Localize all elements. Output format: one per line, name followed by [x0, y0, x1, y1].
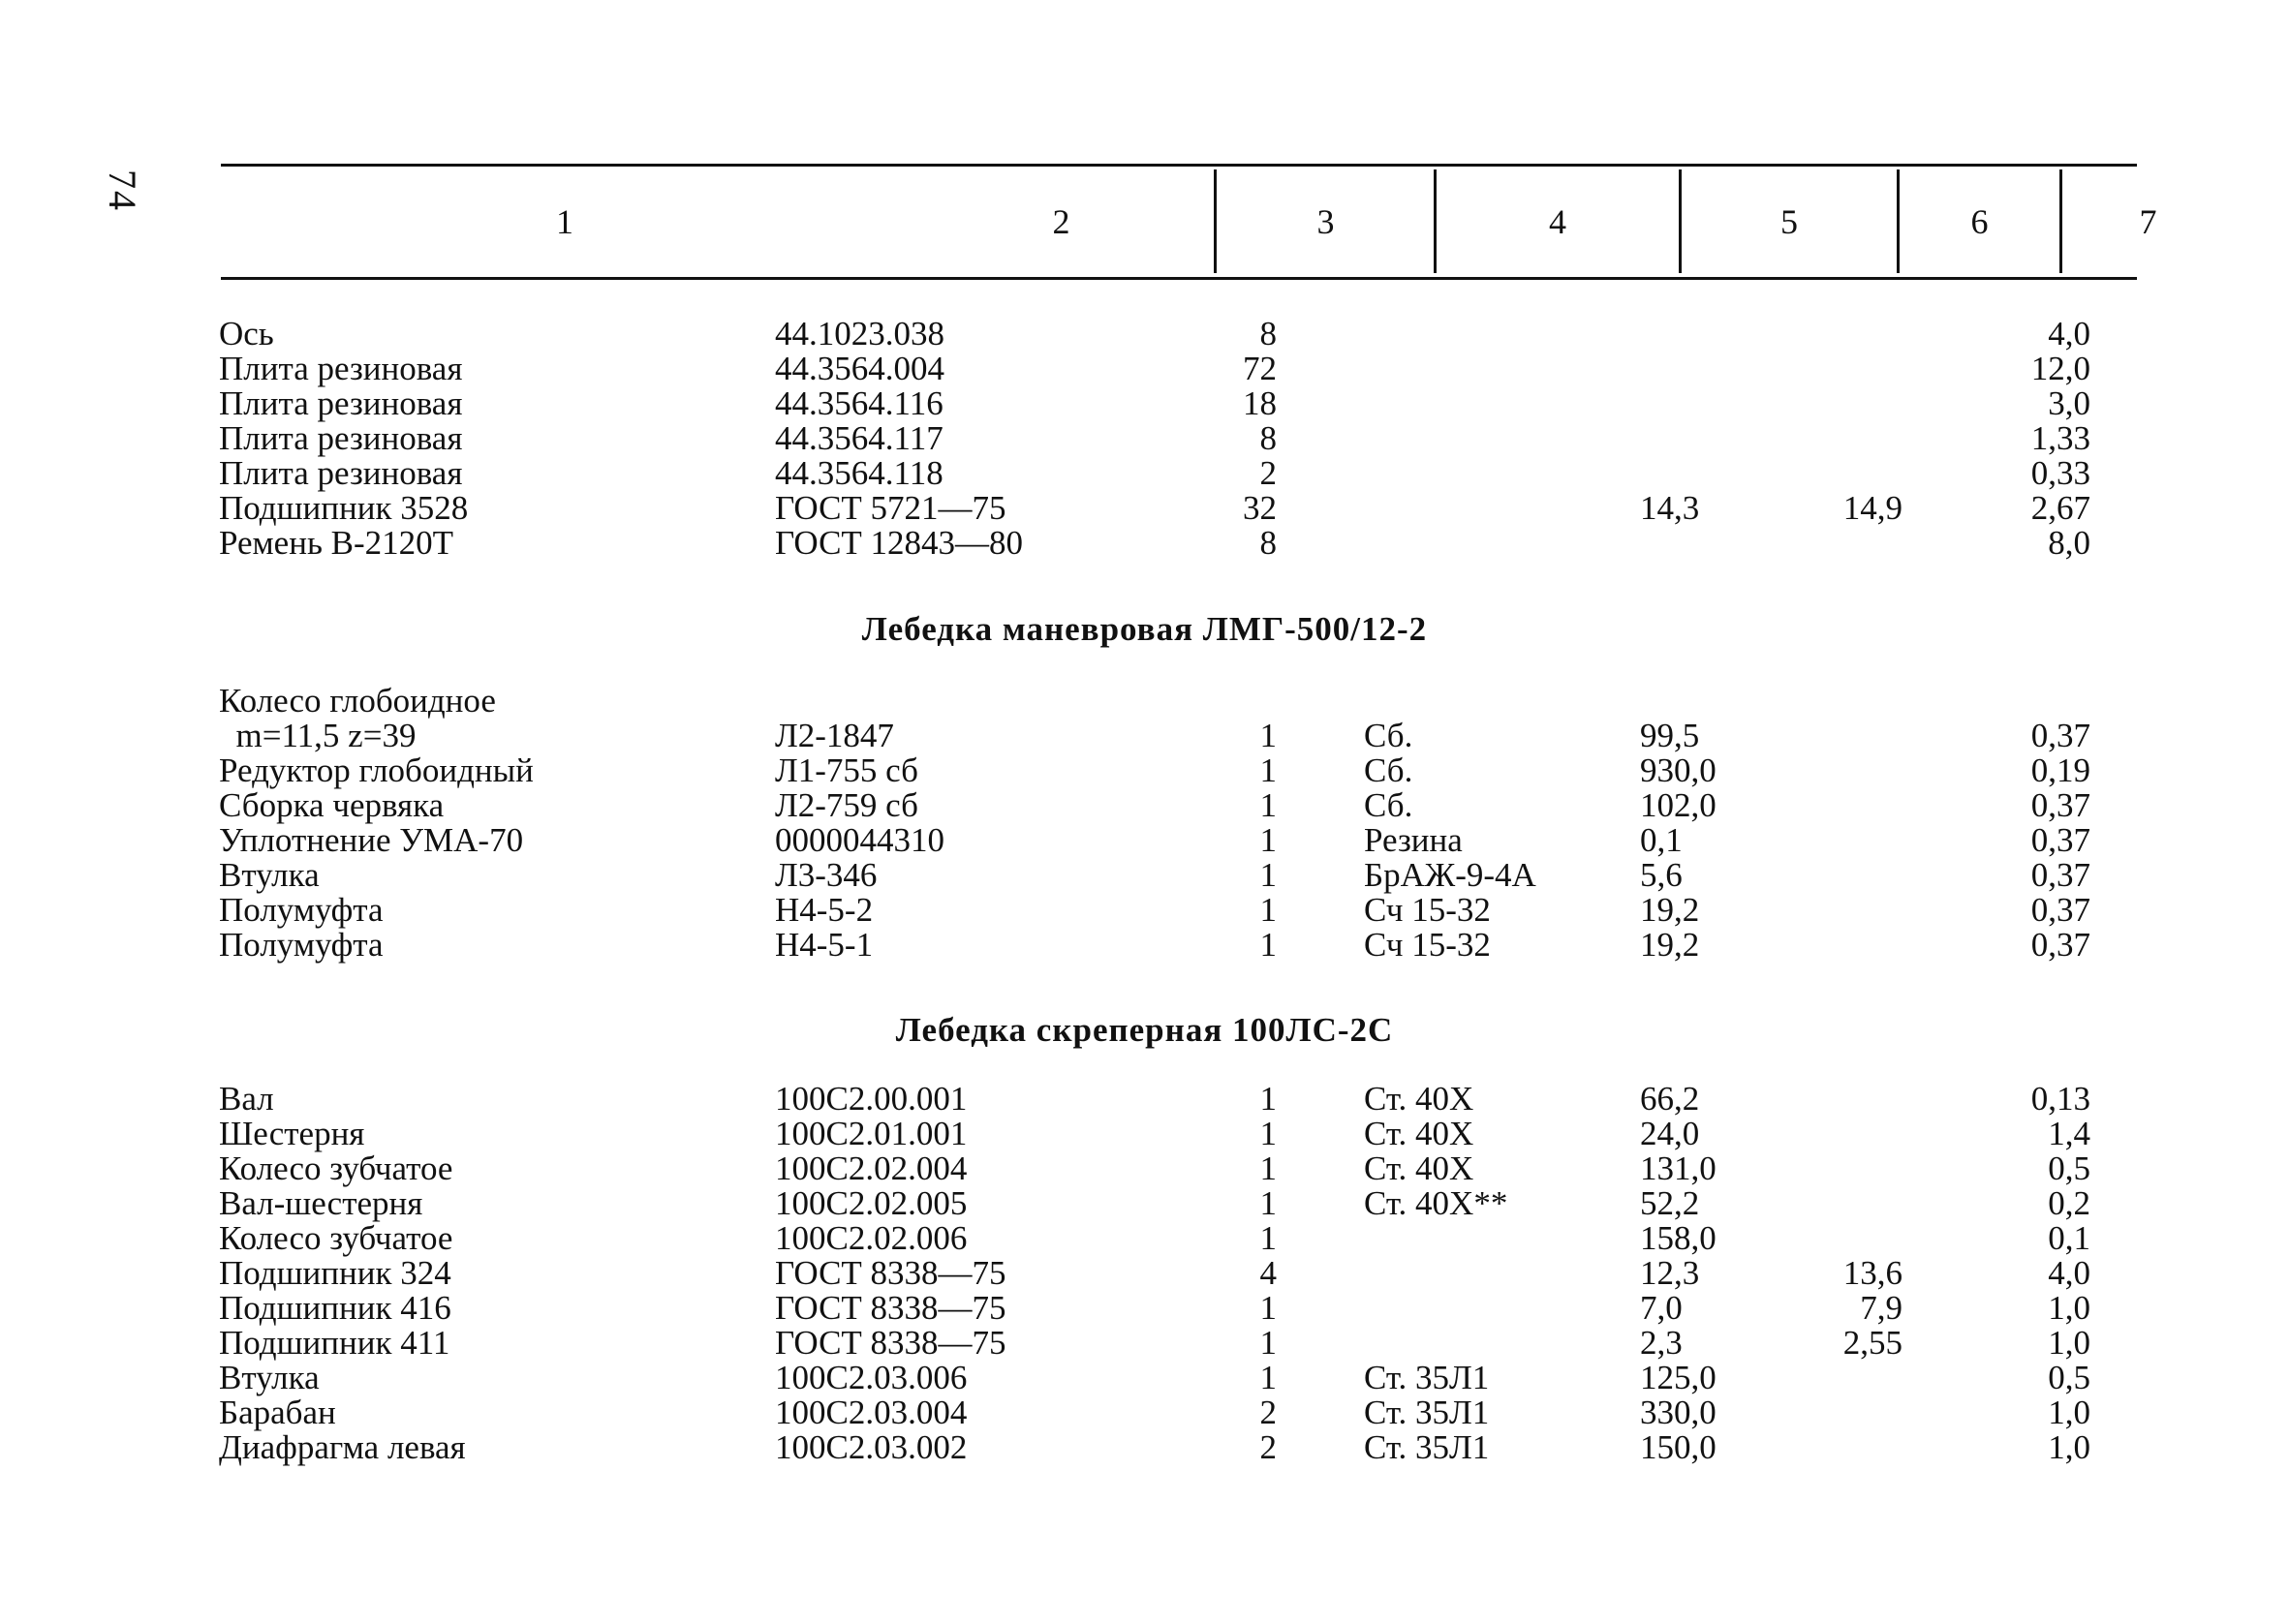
- cell-c7: 8,0: [2048, 524, 2090, 562]
- cell-c3: 2: [1259, 454, 1277, 492]
- table-row: [0, 1430, 2289, 1465]
- cell-c7: 4,0: [2048, 315, 2090, 352]
- header-bottom-rule: [221, 277, 2137, 280]
- cell-c2: 100С2.03.004: [775, 1394, 968, 1431]
- header-col-7: 7: [2139, 201, 2157, 241]
- cell-c3: 1: [1259, 891, 1277, 929]
- table-row: [0, 893, 2289, 928]
- cell-c7: 0,37: [2030, 891, 2090, 929]
- cell-c7: 0,37: [2030, 717, 2090, 754]
- cell-c3: 1: [1259, 786, 1277, 824]
- cell-c7: 0,33: [2030, 454, 2090, 492]
- cell-c4: Сч 15-32: [1364, 926, 1491, 964]
- table-row: [0, 352, 2289, 386]
- cell-c1: Ось: [219, 315, 274, 352]
- cell-c1: Колесо зубчатое: [219, 1149, 453, 1187]
- cell-c1: Втулка: [219, 1359, 320, 1396]
- table-row: [0, 719, 2289, 753]
- cell-c1: m=11,5 z=39: [219, 717, 417, 754]
- cell-c1: Подшипник 3528: [219, 489, 469, 527]
- cell-c5: 330,0: [1640, 1394, 1717, 1431]
- table-row: [0, 788, 2289, 823]
- table-row: [0, 858, 2289, 893]
- cell-c2: 44.3564.004: [775, 350, 944, 387]
- cell-c7: 1,0: [2048, 1428, 2090, 1466]
- cell-c2: Н4-5-2: [775, 891, 874, 929]
- cell-c4: Резина: [1364, 821, 1463, 859]
- cell-c2: 100С2.02.004: [775, 1149, 968, 1187]
- cell-c5: 19,2: [1640, 926, 1700, 964]
- cell-c1: Полумуфта: [219, 926, 384, 964]
- section-title-winch-scraper: Лебедка скреперная 100ЛС-2С: [895, 1011, 1394, 1049]
- table-row: [0, 386, 2289, 421]
- cell-c5: 99,5: [1640, 717, 1700, 754]
- cell-c7: 0,5: [2048, 1359, 2090, 1396]
- table-row: [0, 753, 2289, 788]
- cell-c7: 1,4: [2048, 1115, 2090, 1152]
- cell-c1: Колесо зубчатое: [219, 1219, 453, 1257]
- cell-c2: ГОСТ 12843—80: [775, 524, 1024, 562]
- cell-name: Колесо глобоидное: [219, 682, 496, 720]
- cell-c4: Ст. 40Х: [1364, 1149, 1474, 1187]
- cell-c2: 44.1023.038: [775, 315, 944, 352]
- cell-c3: 1: [1259, 717, 1277, 754]
- cell-c4: Ст. 40Х**: [1364, 1184, 1508, 1222]
- cell-c5: 102,0: [1640, 786, 1717, 824]
- cell-c2: 44.3564.118: [775, 454, 943, 492]
- cell-c5: 52,2: [1640, 1184, 1700, 1222]
- cell-c1: Подшипник 416: [219, 1289, 451, 1327]
- cell-c5: 125,0: [1640, 1359, 1717, 1396]
- cell-c5: 7,0: [1640, 1289, 1683, 1327]
- header-top-rule: [221, 164, 2137, 167]
- cell-c4: Ст. 35Л1: [1364, 1428, 1490, 1466]
- cell-c2: ГОСТ 8338—75: [775, 1289, 1006, 1327]
- cell-c1: Плита резиновая: [219, 419, 463, 457]
- cell-c7: 1,0: [2048, 1289, 2090, 1327]
- page-number: 74: [101, 169, 144, 212]
- cell-c5: 131,0: [1640, 1149, 1717, 1187]
- cell-c5: 5,6: [1640, 856, 1683, 894]
- table-row: [0, 1221, 2289, 1256]
- table-row: [0, 823, 2289, 858]
- section-title-winch-maneuver: Лебедка маневровая ЛМГ-500/12-2: [861, 610, 1428, 648]
- cell-c1: Шестерня: [219, 1115, 365, 1152]
- cell-c3: 1: [1259, 1219, 1277, 1257]
- cell-c3: 1: [1259, 1359, 1277, 1396]
- cell-c4: Сб.: [1364, 751, 1413, 789]
- table-row: [0, 421, 2289, 456]
- table-row: [0, 1291, 2289, 1326]
- cell-c7: 0,37: [2030, 856, 2090, 894]
- cell-c3: 2: [1259, 1428, 1277, 1466]
- cell-c2: 100С2.02.006: [775, 1219, 968, 1257]
- cell-c2: Л2-759 сб: [775, 786, 918, 824]
- cell-c2: 100С2.03.006: [775, 1359, 968, 1396]
- cell-c4: БрАЖ-9-4А: [1364, 856, 1536, 894]
- cell-c3: 18: [1243, 384, 1277, 422]
- cell-c7: 2,67: [2030, 489, 2090, 527]
- cell-c5: 24,0: [1640, 1115, 1700, 1152]
- cell-c3: 8: [1259, 524, 1277, 562]
- table-row: [0, 1082, 2289, 1117]
- cell-c7: 0,2: [2048, 1184, 2090, 1222]
- cell-c2: ГОСТ 8338—75: [775, 1254, 1006, 1292]
- cell-c4: Сб.: [1364, 717, 1413, 754]
- header-col-5: 5: [1780, 201, 1798, 241]
- cell-c3: 8: [1259, 315, 1277, 352]
- cell-c7: 0,19: [2030, 751, 2090, 789]
- cell-c5: 12,3: [1640, 1254, 1700, 1292]
- table-row: [0, 1117, 2289, 1151]
- table-row: [0, 456, 2289, 491]
- cell-c7: 4,0: [2048, 1254, 2090, 1292]
- cell-c5: 19,2: [1640, 891, 1700, 929]
- cell-c3: 72: [1243, 350, 1277, 387]
- cell-c2: ГОСТ 5721—75: [775, 489, 1006, 527]
- cell-c3: 1: [1259, 1289, 1277, 1327]
- table-row: [0, 526, 2289, 561]
- cell-c7: 0,1: [2048, 1219, 2090, 1257]
- cell-c5: 158,0: [1640, 1219, 1717, 1257]
- header-col-6: 6: [1970, 201, 1989, 241]
- cell-c7: 0,37: [2030, 821, 2090, 859]
- cell-c2: Л2-1847: [775, 717, 894, 754]
- cell-c5: 150,0: [1640, 1428, 1717, 1466]
- cell-c1: Диафрагма левая: [219, 1428, 466, 1466]
- cell-c1: Полумуфта: [219, 891, 384, 929]
- cell-c7: 1,33: [2030, 419, 2090, 457]
- cell-c1: Редуктор глобоидный: [219, 751, 534, 789]
- cell-c3: 1: [1259, 821, 1277, 859]
- cell-c6: 14,9: [1842, 489, 1902, 527]
- cell-c2: ГОСТ 8338—75: [775, 1324, 1006, 1362]
- cell-c6: 7,9: [1860, 1289, 1902, 1327]
- table-header: [221, 169, 2157, 273]
- cell-c4: Ст. 35Л1: [1364, 1394, 1490, 1431]
- cell-c1: Барабан: [219, 1394, 336, 1431]
- cell-c7: 1,0: [2048, 1324, 2090, 1362]
- cell-c1: Плита резиновая: [219, 384, 463, 422]
- cell-c2: 100С2.00.001: [775, 1080, 968, 1118]
- cell-c1: Подшипник 324: [219, 1254, 451, 1292]
- cell-c4: Ст. 40Х: [1364, 1080, 1474, 1118]
- cell-c7: 0,37: [2030, 926, 2090, 964]
- cell-c1: Подшипник 411: [219, 1324, 450, 1362]
- cell-c1: Сборка червяка: [219, 786, 445, 824]
- cell-c7: 0,37: [2030, 786, 2090, 824]
- cell-c2: Л3-346: [775, 856, 878, 894]
- cell-c6: 2,55: [1842, 1324, 1902, 1362]
- cell-c3: 1: [1259, 1080, 1277, 1118]
- table-row: [0, 928, 2289, 963]
- cell-c5: 930,0: [1640, 751, 1717, 789]
- cell-c1: Вал-шестерня: [219, 1184, 423, 1222]
- cell-c1: Вал: [219, 1080, 274, 1118]
- cell-c7: 1,0: [2048, 1394, 2090, 1431]
- cell-c5: 2,3: [1640, 1324, 1683, 1362]
- cell-c2: 100С2.02.005: [775, 1184, 968, 1222]
- cell-c5: 0,1: [1640, 821, 1683, 859]
- cell-c3: 8: [1259, 419, 1277, 457]
- cell-c3: 4: [1259, 1254, 1277, 1292]
- cell-c2: Н4-5-1: [775, 926, 874, 964]
- header-col-4: 4: [1549, 201, 1566, 241]
- cell-c3: 1: [1259, 926, 1277, 964]
- table-row: [0, 317, 2289, 352]
- cell-c3: 1: [1259, 856, 1277, 894]
- cell-c1: Плита резиновая: [219, 350, 463, 387]
- cell-c4: Ст. 35Л1: [1364, 1359, 1490, 1396]
- cell-c3: 1: [1259, 1115, 1277, 1152]
- cell-c7: 12,0: [2030, 350, 2090, 387]
- cell-c1: Уплотнение УМА-70: [219, 821, 524, 859]
- cell-c2: 0000044310: [775, 821, 944, 859]
- cell-c1: Плита резиновая: [219, 454, 463, 492]
- table-row: [0, 491, 2289, 526]
- cell-c7: 0,5: [2048, 1149, 2090, 1187]
- cell-c5: 66,2: [1640, 1080, 1700, 1118]
- header-col-1: 1: [556, 201, 573, 241]
- cell-c2: 100С2.01.001: [775, 1115, 968, 1152]
- table-row: [0, 1256, 2289, 1291]
- cell-c4: Ст. 40Х: [1364, 1115, 1474, 1152]
- cell-c3: 1: [1259, 751, 1277, 789]
- cell-c2: Л1-755 сб: [775, 751, 918, 789]
- cell-c5: 14,3: [1640, 489, 1700, 527]
- table-row: [0, 1151, 2289, 1186]
- cell-c3: 1: [1259, 1184, 1277, 1222]
- cell-c7: 3,0: [2048, 384, 2090, 422]
- header-col-2: 2: [1052, 201, 1070, 241]
- cell-c3: 1: [1259, 1149, 1277, 1187]
- cell-c3: 32: [1243, 489, 1277, 527]
- header-col-3: 3: [1316, 201, 1335, 241]
- cell-c7: 0,13: [2030, 1080, 2090, 1118]
- cell-c3: 2: [1259, 1394, 1277, 1431]
- table-row: [0, 1395, 2289, 1430]
- cell-c2: 44.3564.116: [775, 384, 943, 422]
- cell-c4: Сч 15-32: [1364, 891, 1491, 929]
- table-row: [0, 1186, 2289, 1221]
- cell-c1: Ремень В-2120Т: [219, 524, 454, 562]
- cell-c4: Сб.: [1364, 786, 1413, 824]
- cell-c3: 1: [1259, 1324, 1277, 1362]
- cell-c2: 100С2.03.002: [775, 1428, 968, 1466]
- table-row: [0, 1326, 2289, 1361]
- cell-c2: 44.3564.117: [775, 419, 943, 457]
- cell-c1: Втулка: [219, 856, 320, 894]
- cell-c6: 13,6: [1842, 1254, 1902, 1292]
- table-row: [0, 684, 2289, 719]
- table-row: [0, 1361, 2289, 1395]
